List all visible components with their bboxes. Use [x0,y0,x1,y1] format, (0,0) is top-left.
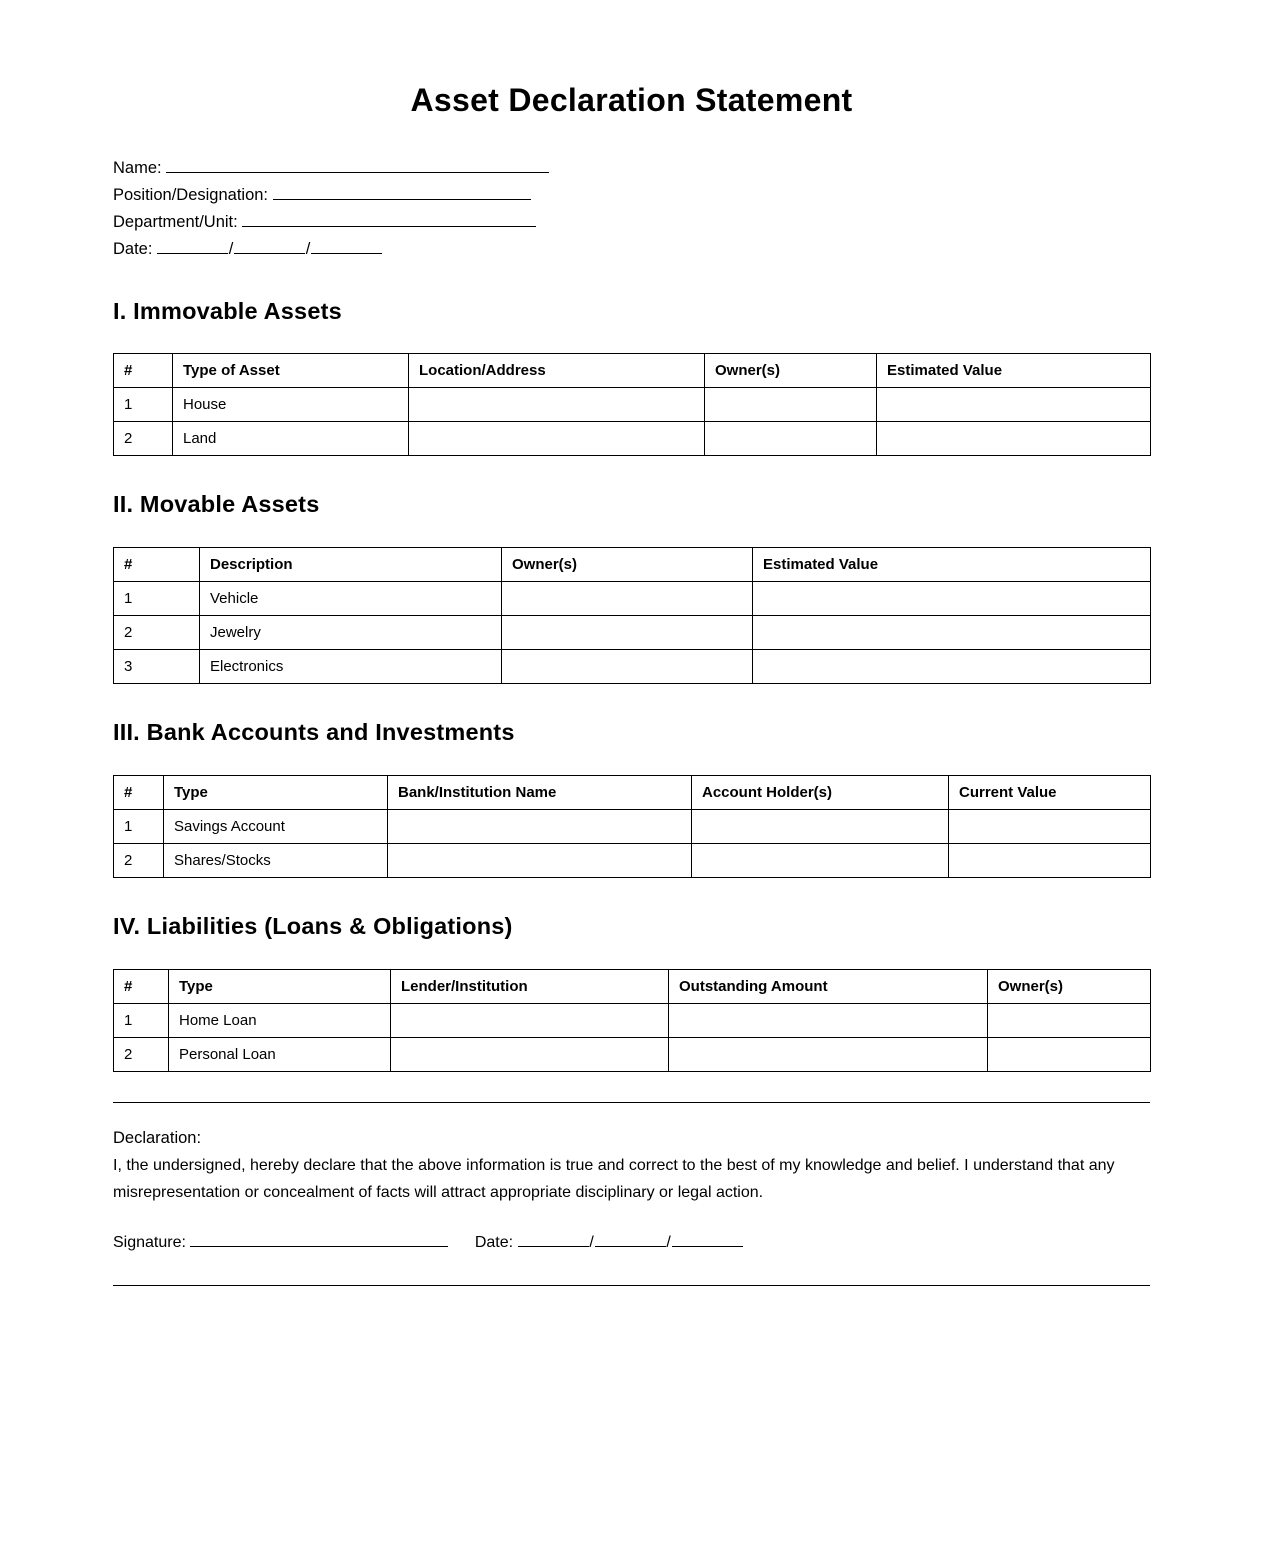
column-header: Owner(s) [705,354,877,388]
value-cell[interactable] [753,650,1151,684]
table-header-row [114,776,1151,810]
date-row [113,237,549,264]
signature-row [113,1230,743,1252]
signature-date-month-field[interactable] [595,1230,666,1247]
column-header: Bank/Institution Name [388,776,692,810]
signature-field[interactable] [190,1230,448,1247]
value-cell[interactable] [877,388,1151,422]
owner-cell[interactable] [705,422,877,456]
signature-date-year-field[interactable] [672,1230,743,1247]
table-row [114,422,1151,456]
liabilities-table [113,969,1151,1072]
column-header: Type of Asset [173,354,409,388]
owner-cell[interactable] [502,582,753,616]
column-header: Account Holder(s) [692,776,949,810]
account-type-cell: Savings Account [164,810,388,844]
amount-cell[interactable] [669,1004,988,1038]
column-header: Type [164,776,388,810]
loan-type-cell: Home Loan [169,1004,391,1038]
institution-cell[interactable] [388,844,692,878]
lender-cell[interactable] [391,1004,669,1038]
value-cell[interactable] [753,582,1151,616]
declaration-label: Declaration: [113,1129,202,1147]
asset-type-cell: House [173,388,409,422]
divider [113,1102,1150,1103]
column-header: Type [169,970,391,1004]
table-row [114,810,1151,844]
table-row [114,1004,1151,1038]
divider [113,1285,1150,1286]
date-separator: / [589,1234,594,1251]
position-label: Position/Designation: [113,186,269,204]
owner-cell[interactable] [988,1038,1151,1072]
row-number: 1 [114,810,164,844]
description-cell: Jewelry [200,616,502,650]
column-header: # [114,970,169,1004]
table-row [114,844,1151,878]
position-field[interactable] [273,183,531,200]
name-row [113,156,549,183]
name-label: Name: [113,159,162,177]
value-cell[interactable] [753,616,1151,650]
section-heading-liabilities: IV. Liabilities (Loans & Obligations) [113,913,513,939]
column-header: Estimated Value [877,354,1151,388]
department-row [113,210,549,237]
declaration-block [113,1125,1150,1206]
table-row [114,616,1151,650]
position-row [113,183,549,210]
row-number: 1 [114,388,173,422]
amount-cell[interactable] [669,1038,988,1072]
immovable-assets-table [113,353,1151,456]
row-number: 1 [114,1004,169,1038]
owner-cell[interactable] [502,650,753,684]
asset-type-cell: Land [173,422,409,456]
column-header: Estimated Value [753,548,1151,582]
column-header: # [114,548,200,582]
table-row [114,582,1151,616]
department-label: Department/Unit: [113,213,238,231]
owner-cell[interactable] [705,388,877,422]
column-header: # [114,776,164,810]
column-header: Owner(s) [502,548,753,582]
column-header: Description [200,548,502,582]
info-fields [113,156,549,264]
location-cell[interactable] [409,388,705,422]
section-heading-movable: II. Movable Assets [113,491,320,517]
column-header: Outstanding Amount [669,970,988,1004]
holder-cell[interactable] [692,844,949,878]
row-number: 2 [114,844,164,878]
page-title: Asset Declaration Statement [410,82,853,118]
row-number: 2 [114,422,173,456]
section-heading-immovable: I. Immovable Assets [113,298,342,324]
institution-cell[interactable] [388,810,692,844]
signature-date-day-field[interactable] [518,1230,589,1247]
declaration-text: I, the undersigned, hereby declare that the above information is true and correct to the best of my knowledge and belief. I understand that any misrepresentation or concealment of facts will attract appropriate disciplinary or legal action. [113,1157,1115,1201]
movable-assets-table [113,547,1151,684]
date-label: Date: [113,240,153,258]
column-header: Current Value [949,776,1151,810]
column-header: Location/Address [409,354,705,388]
loan-type-cell: Personal Loan [169,1038,391,1072]
location-cell[interactable] [409,422,705,456]
table-header-row [114,548,1151,582]
name-field[interactable] [166,156,549,173]
date-separator: / [666,1234,671,1251]
value-cell[interactable] [949,844,1151,878]
owner-cell[interactable] [988,1004,1151,1038]
holder-cell[interactable] [692,810,949,844]
value-cell[interactable] [949,810,1151,844]
table-header-row [114,354,1151,388]
date-separator: / [305,240,311,258]
column-header: # [114,354,173,388]
description-cell: Electronics [200,650,502,684]
signature-label: Signature: [113,1234,186,1251]
account-type-cell: Shares/Stocks [164,844,388,878]
lender-cell[interactable] [391,1038,669,1072]
value-cell[interactable] [877,422,1151,456]
table-row [114,388,1151,422]
date-year-field[interactable] [311,237,382,254]
row-number: 1 [114,582,200,616]
table-row [114,650,1151,684]
table-row [114,1038,1151,1072]
row-number: 2 [114,616,200,650]
date-separator: / [228,240,234,258]
date-day-field[interactable] [157,237,228,254]
section-heading-bank: III. Bank Accounts and Investments [113,719,515,745]
owner-cell[interactable] [502,616,753,650]
column-header: Owner(s) [988,970,1151,1004]
bank-accounts-table [113,775,1151,878]
row-number: 3 [114,650,200,684]
table-header-row [114,970,1151,1004]
date-month-field[interactable] [234,237,305,254]
row-number: 2 [114,1038,169,1072]
column-header: Lender/Institution [391,970,669,1004]
department-field[interactable] [242,210,536,227]
description-cell: Vehicle [200,582,502,616]
signature-date-label: Date: [474,1234,514,1251]
